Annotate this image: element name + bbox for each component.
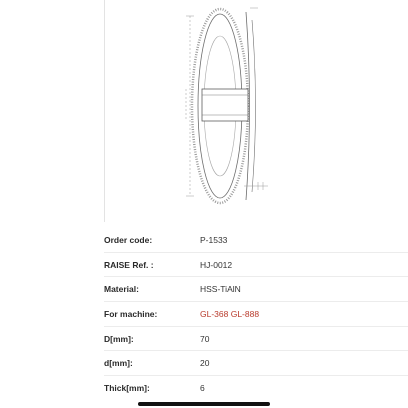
- specification-table: [0, 228, 408, 401]
- spec-label: For machine:: [104, 309, 158, 320]
- spec-label: Thick[mm]:: [104, 383, 150, 394]
- spec-row-thickness: [0, 376, 408, 401]
- spec-row-order-code: [0, 228, 408, 253]
- spec-label: Material:: [104, 284, 139, 295]
- spec-value: HJ-0012: [200, 259, 233, 270]
- machine-link[interactable]: GL-368 GL-888: [200, 309, 260, 320]
- spec-value: P-1533: [200, 235, 228, 245]
- spec-row-bore-diameter: [0, 351, 408, 376]
- spec-row-material: [0, 277, 408, 302]
- saw-blade-technical-drawing: [150, 0, 290, 212]
- spec-row-outer-diameter: [0, 327, 408, 352]
- spec-label: Order code:: [104, 235, 153, 245]
- spec-value: 70: [200, 333, 210, 344]
- spec-label: d[mm]:: [104, 358, 133, 369]
- blade-bore: [202, 89, 248, 121]
- spec-label: RAISE Ref. :: [104, 259, 154, 270]
- spec-value: 6: [200, 383, 205, 394]
- spec-row-raise-ref: [0, 253, 408, 278]
- spec-label: D[mm]:: [104, 333, 134, 344]
- spec-value: HSS-TiAlN: [200, 284, 241, 295]
- home-indicator[interactable]: [138, 402, 270, 406]
- spec-value: 20: [200, 358, 210, 369]
- left-border-line: [104, 0, 105, 222]
- spec-row-for-machine: [0, 302, 408, 327]
